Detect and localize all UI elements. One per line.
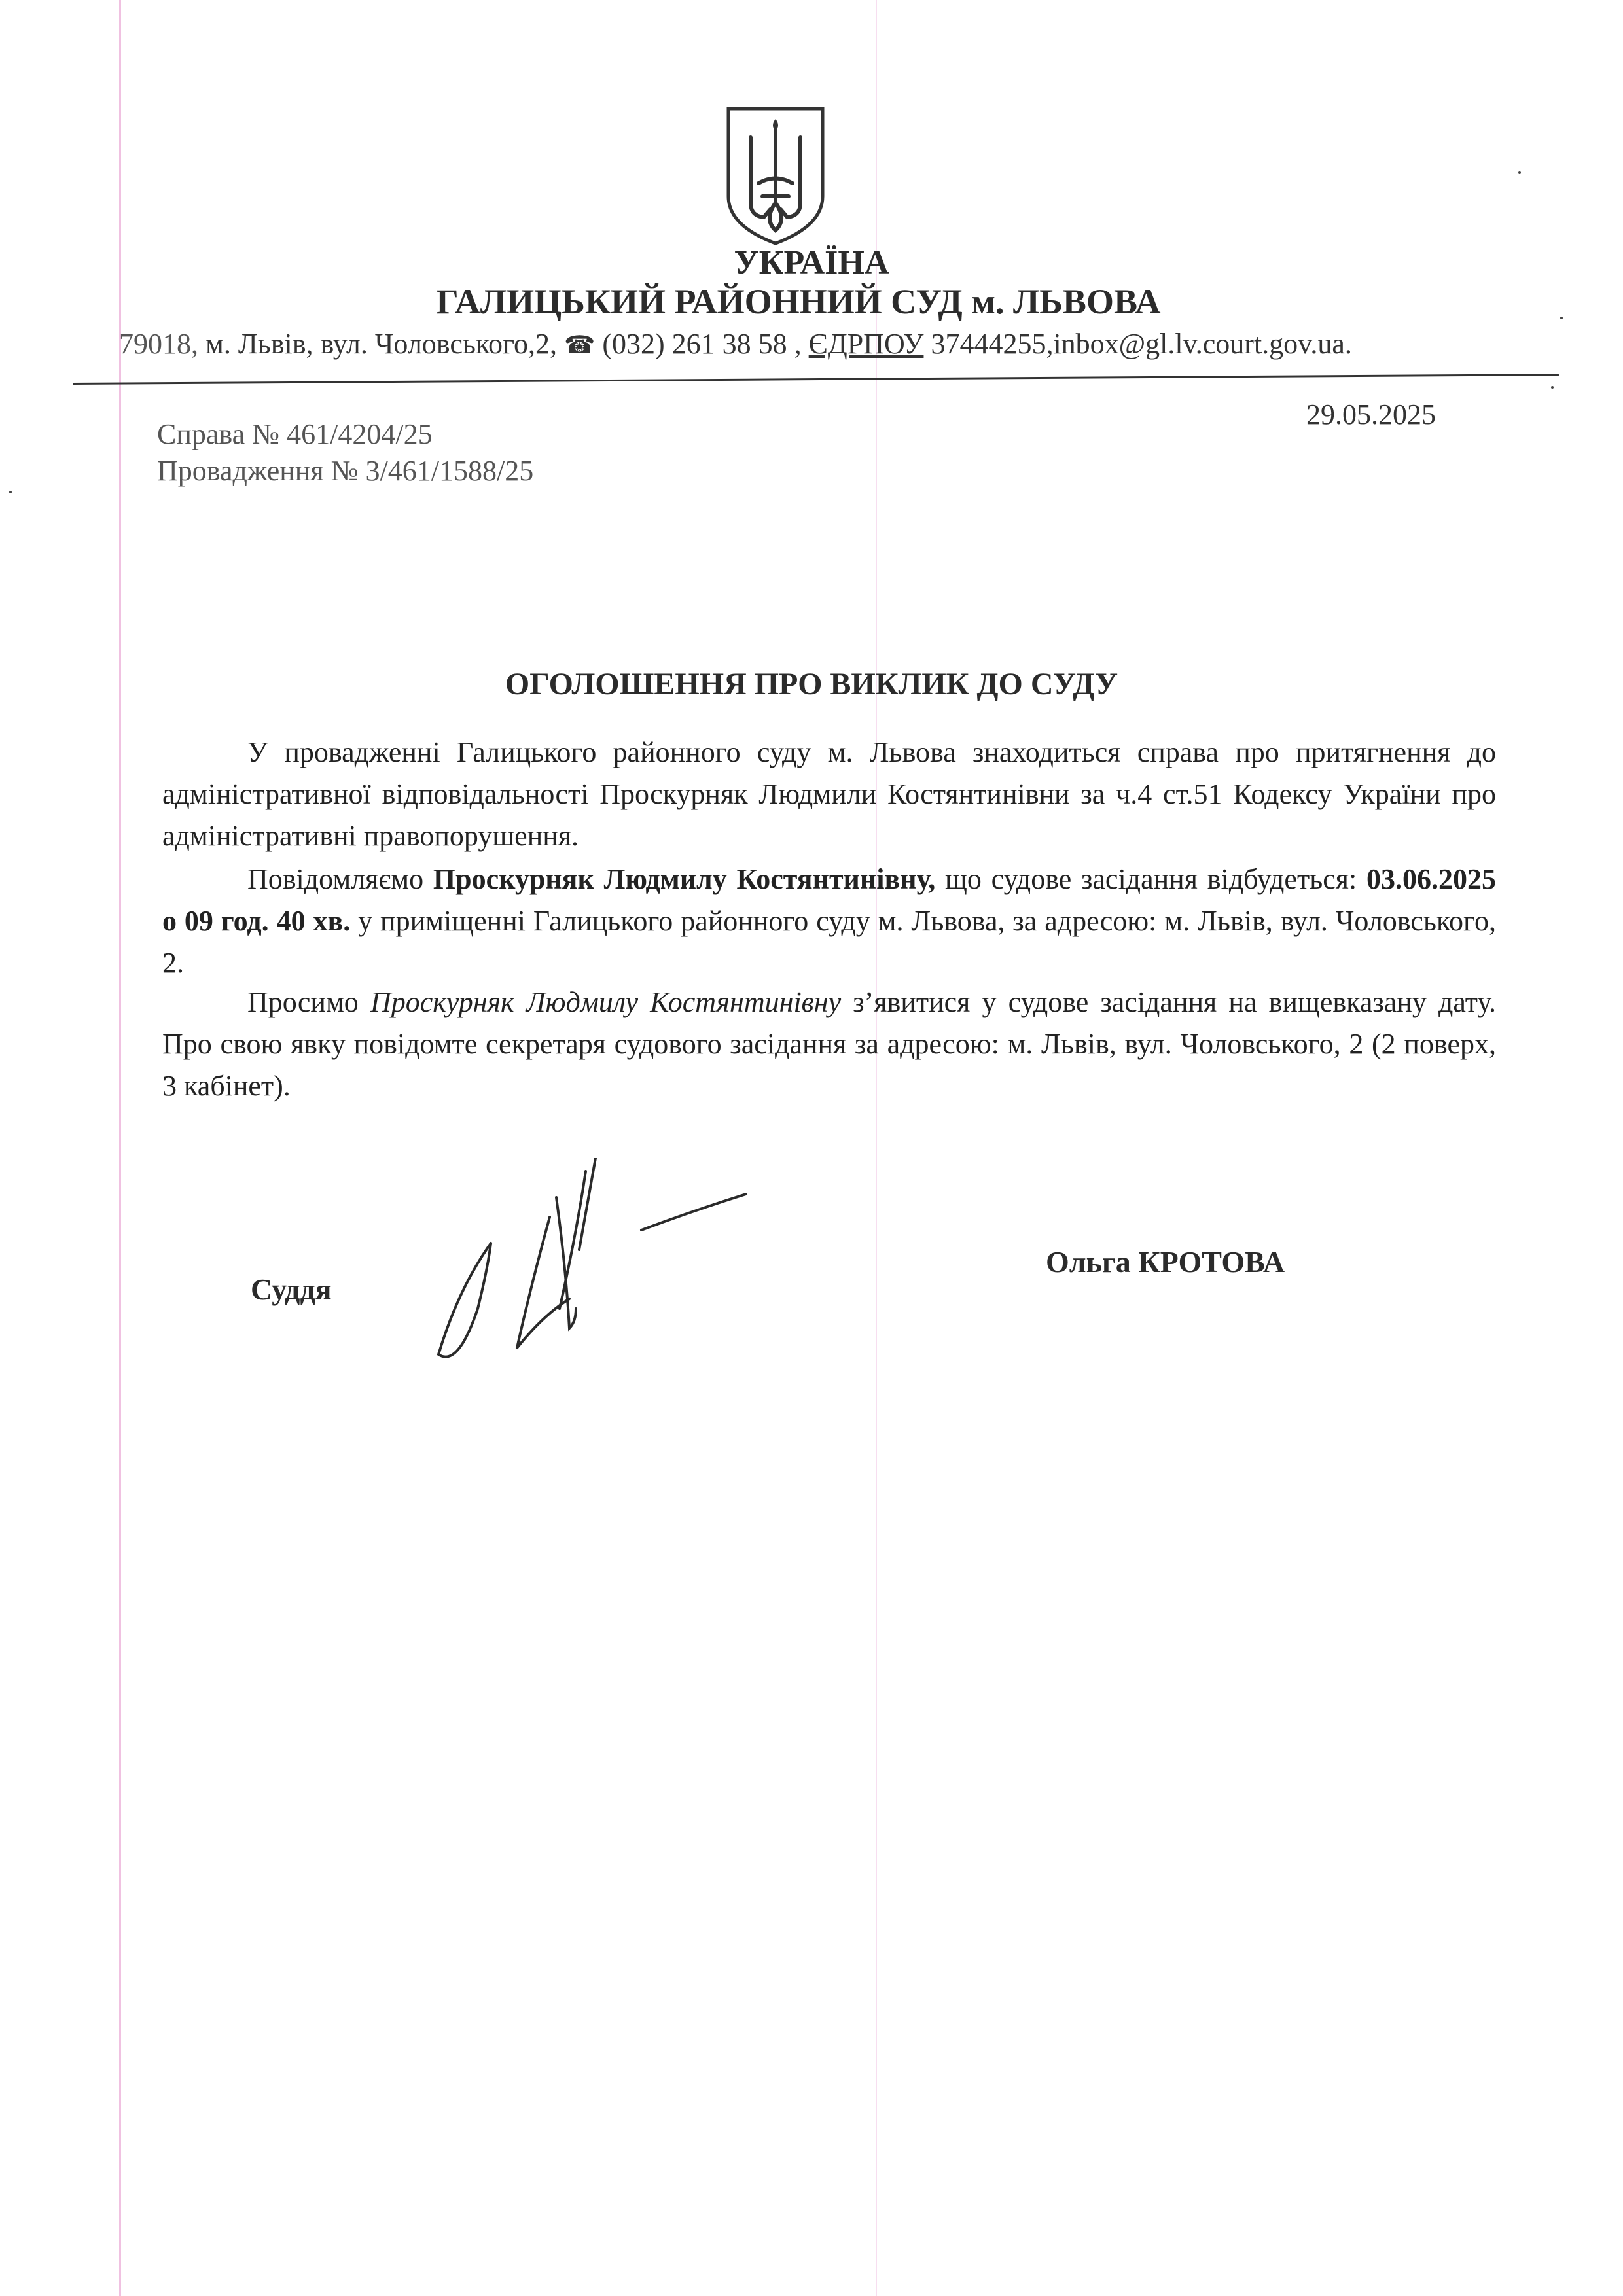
p2-text-2: що судове засідання відбудеться:	[935, 863, 1367, 895]
p3-text-2: з’явитися у судове засідання на вищевказану дату. Про свою явку повідомте секретаря судового засідання за адресою: м. Львів, вул. Чоловського, 2 (2 поверх, 3 кабінет).	[162, 986, 1496, 1102]
telephone-icon: ☎	[564, 332, 596, 359]
coat-of-arms-icon	[724, 105, 827, 247]
address-phone: (032) 261 38 58 ,	[602, 328, 802, 360]
edrpou-and-email: 37444255,inbox@gl.lv.court.gov.ua.	[931, 328, 1352, 360]
judge-role-label: Суддя	[251, 1273, 332, 1306]
address-zip: 79018,	[119, 328, 198, 360]
p2-person-name: Проскурняк Людмилу Костянтинівну,	[433, 863, 936, 895]
judge-name: Ольга КРОТОВА	[1046, 1245, 1285, 1279]
paragraph-appearance-request	[162, 981, 1496, 1107]
scan-speck	[1560, 317, 1563, 319]
country-heading: УКРАЇНА	[734, 244, 889, 281]
p2-text-3: у приміщенні Галицького районного суду м. Львова, за адресою: м. Львів, вул. Чоловського, 2.	[162, 905, 1496, 979]
paragraph-case-info: У провадженні Галицького районного суду м. Львова знаходиться справа про притягнення до адміністративної відповідальності Проскурняк Людмили Костянтинівни за ч.4 ст.51 Кодексу України про адміністративні правопорушення.	[162, 736, 1496, 852]
p3-text-1: Просимо	[247, 986, 370, 1018]
p2-text-1: Повідомляємо	[247, 863, 433, 895]
document-date: 29.05.2025	[1306, 398, 1436, 431]
scan-speck	[9, 491, 12, 493]
court-address-line	[119, 327, 1559, 361]
court-name-heading: ГАЛИЦЬКИЙ РАЙОННИЙ СУД м. ЛЬВОВА	[436, 282, 1161, 321]
address-street: м. Львів, вул. Чоловського,2,	[205, 328, 558, 360]
case-number: Справа № 461/4204/25	[157, 418, 433, 450]
header-divider	[73, 374, 1559, 385]
handwritten-signature	[419, 1158, 759, 1374]
scan-speck	[1551, 386, 1554, 389]
p3-person-name: Проскурняк Людмилу Костянтинівну	[370, 986, 842, 1018]
edrpou-label: ЄДРПОУ	[808, 328, 924, 360]
paragraph-hearing-notice	[162, 858, 1496, 984]
p2-hearing-datetime: 03.06.2025 о 09 год. 40 хв.	[162, 863, 1497, 937]
proceeding-number: Провадження № 3/461/1588/25	[157, 455, 534, 487]
document-title: ОГОЛОШЕННЯ ПРО ВИКЛИК ДО СУДУ	[505, 667, 1118, 701]
scan-speck	[1518, 171, 1521, 174]
